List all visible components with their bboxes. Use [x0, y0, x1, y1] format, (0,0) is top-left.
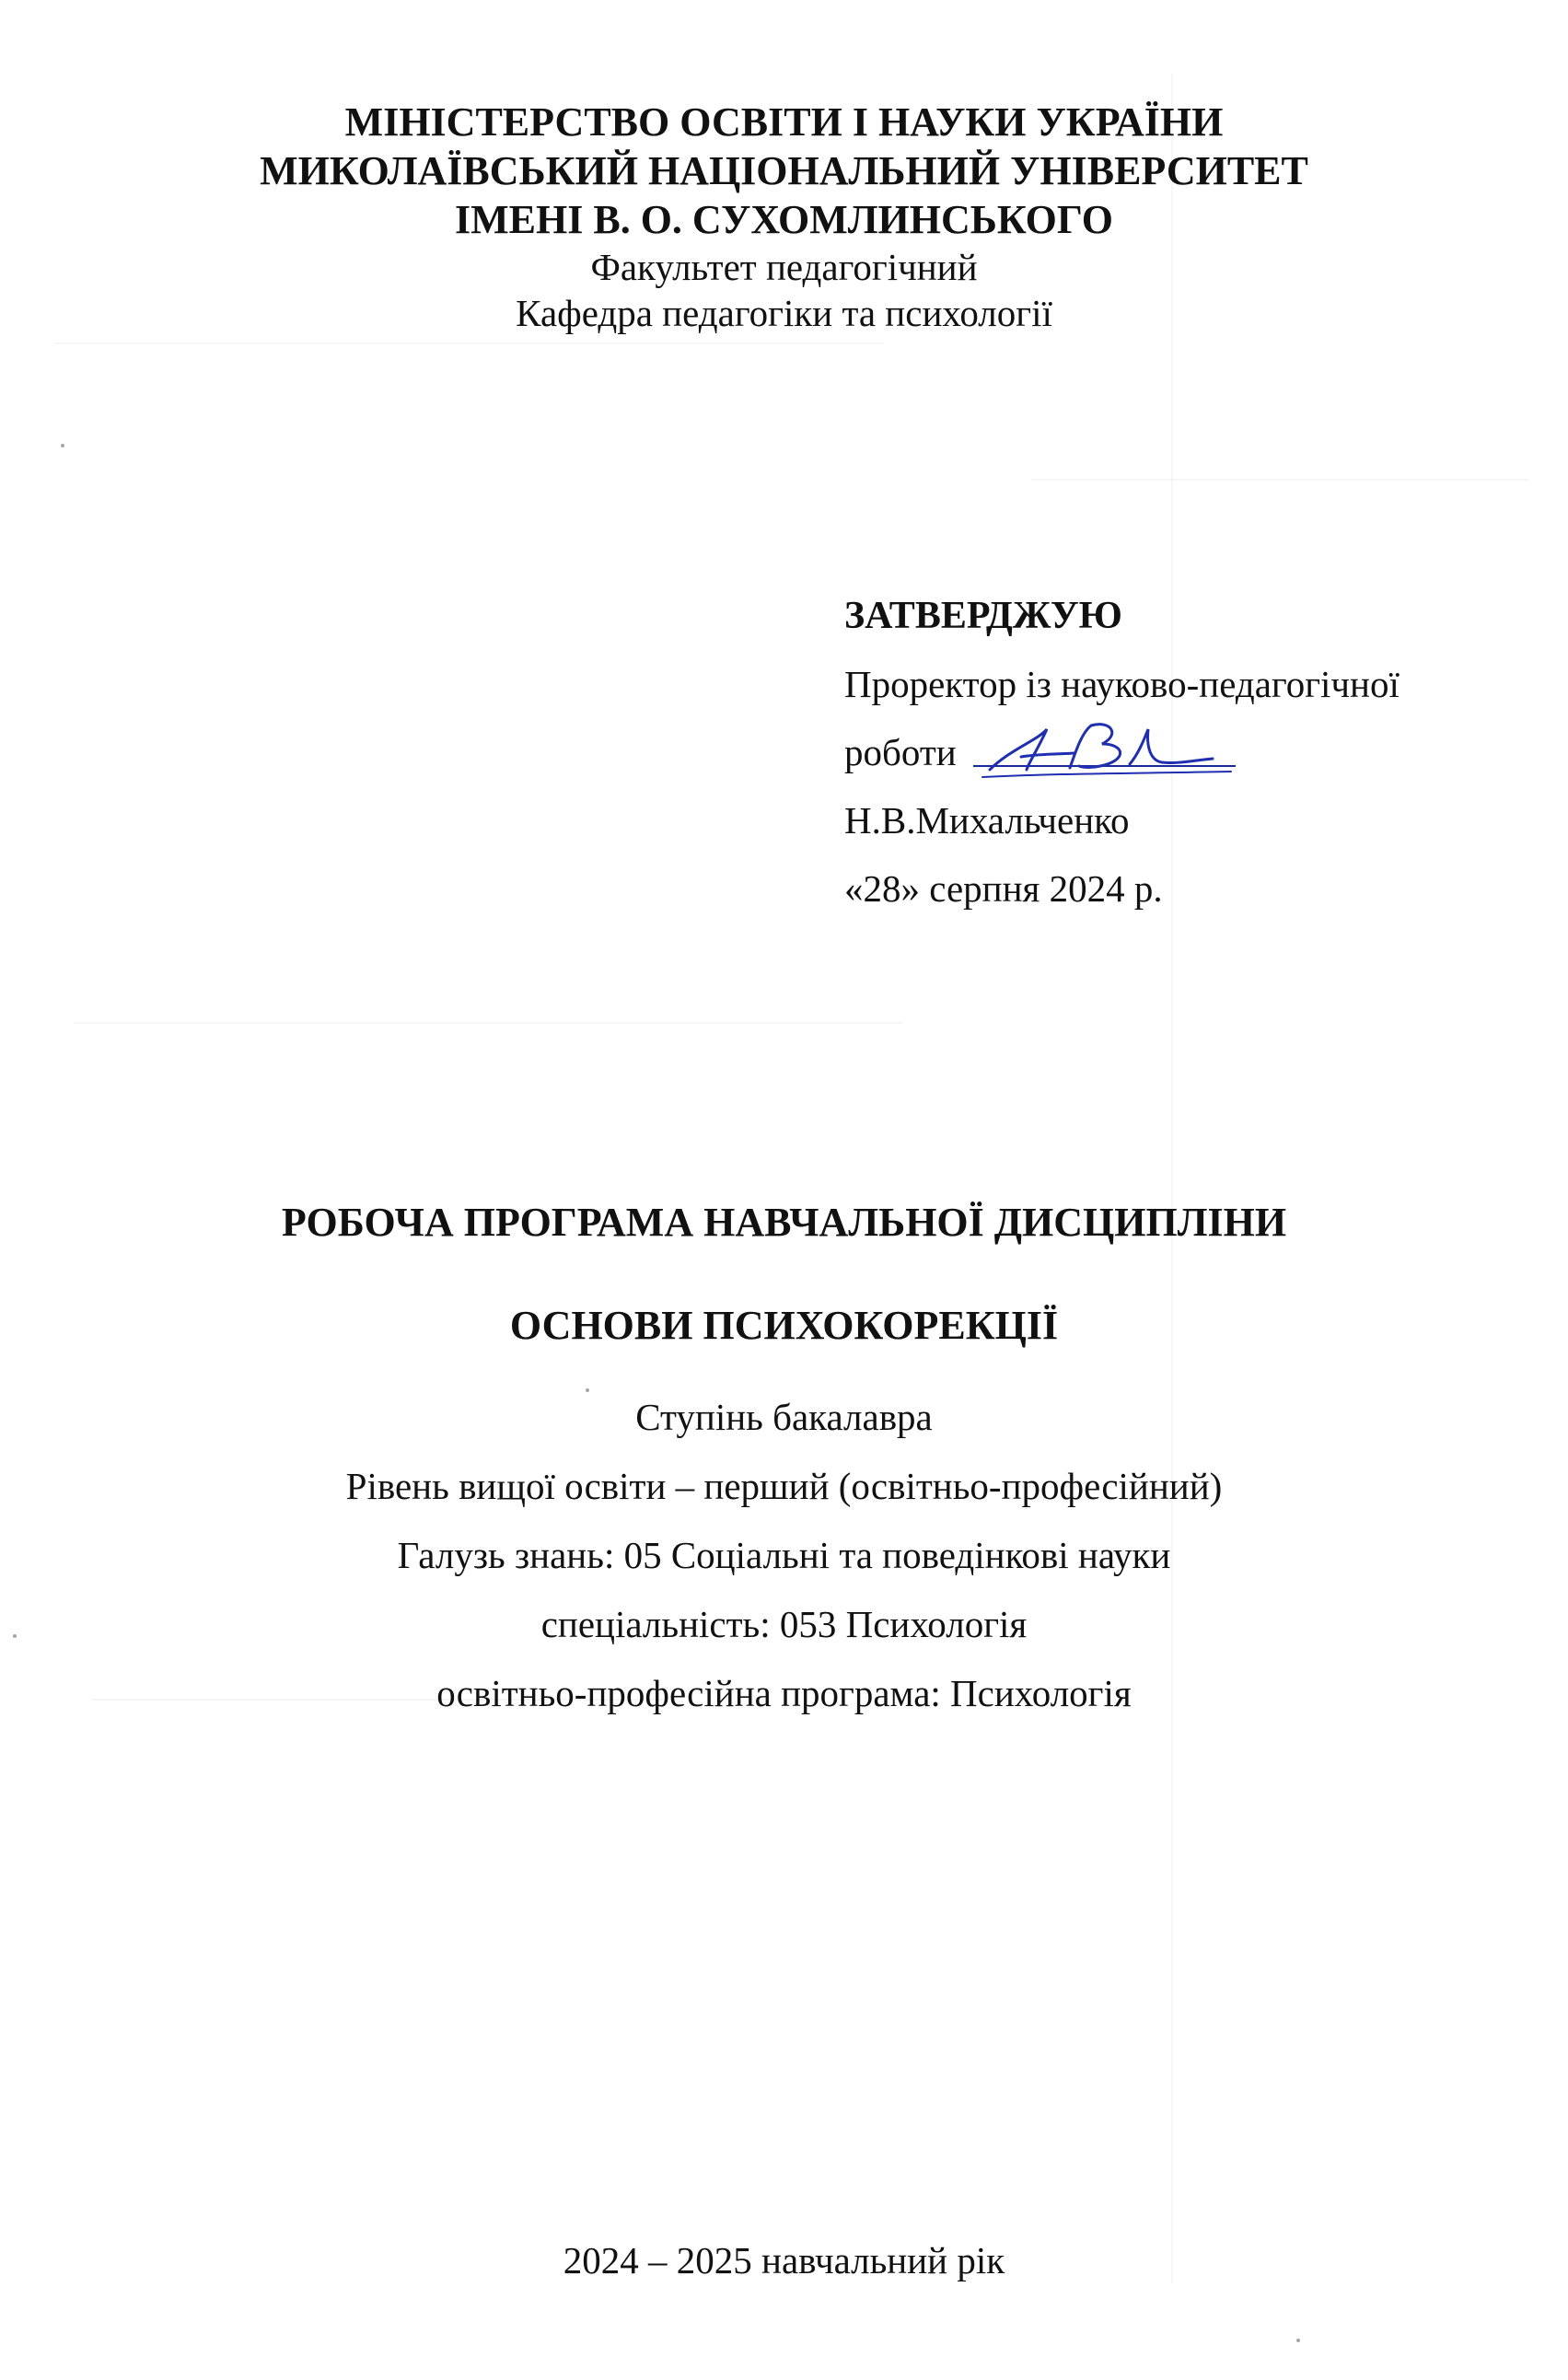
scan-artifact	[74, 1022, 902, 1024]
scan-speck	[1296, 2339, 1300, 2342]
department-name: Кафедра педагогіки та психології	[516, 292, 1052, 334]
approver-name: Н.В.Михальченко	[844, 799, 1130, 842]
degree: Ступінь бакалавра	[635, 1396, 933, 1438]
educational-program: освітньо-професійна програма: Психологія	[436, 1672, 1132, 1714]
document-title-block	[0, 1188, 1568, 1728]
signature-icon	[973, 713, 1240, 795]
document-title: РОБОЧА ПРОГРАМА НАВЧАЛЬНОЇ ДИСЦИПЛІНИ	[281, 1200, 1287, 1245]
signature	[973, 729, 1240, 784]
scan-artifact	[55, 342, 884, 344]
field-of-knowledge: Галузь знань: 05 Соціальні та поведінкові науки	[397, 1534, 1171, 1576]
scan-speck	[61, 444, 64, 447]
approval-date: «28» серпня 2024 р.	[844, 867, 1163, 910]
education-level: Рівень вищої освіти – перший (освітньо-професійний)	[345, 1465, 1223, 1507]
institution-header	[0, 98, 1568, 336]
ministry-name: МІНІСТЕРСТВО ОСВІТИ І НАУКИ УКРАЇНИ	[344, 99, 1224, 145]
university-name-line1: МИКОЛАЇВСЬКИЙ НАЦІОНАЛЬНИЙ УНІВЕРСИТЕТ	[260, 148, 1308, 193]
approval-title: ЗАТВЕРДЖУЮ	[844, 595, 1122, 637]
approver-position-line1: Проректор із науково-педагогічної	[844, 663, 1400, 705]
academic-year: 2024 – 2025 навчальний рік	[563, 2239, 1005, 2281]
university-name-line2: ІМЕНІ В. О. СУХОМЛИНСЬКОГО	[455, 197, 1113, 242]
faculty-name: Факультет педагогічний	[590, 246, 978, 288]
scan-artifact	[1031, 479, 1528, 481]
approver-position-line2-row	[844, 718, 1507, 786]
approval-block	[844, 582, 1507, 923]
discipline-name: ОСНОВИ ПСИХОКОРЕКЦІЇ	[509, 1303, 1059, 1348]
specialty: спеціальність: 053 Психологія	[540, 1603, 1028, 1645]
scan-artifact	[1171, 74, 1173, 2283]
approver-position-line2: роботи	[844, 731, 957, 773]
